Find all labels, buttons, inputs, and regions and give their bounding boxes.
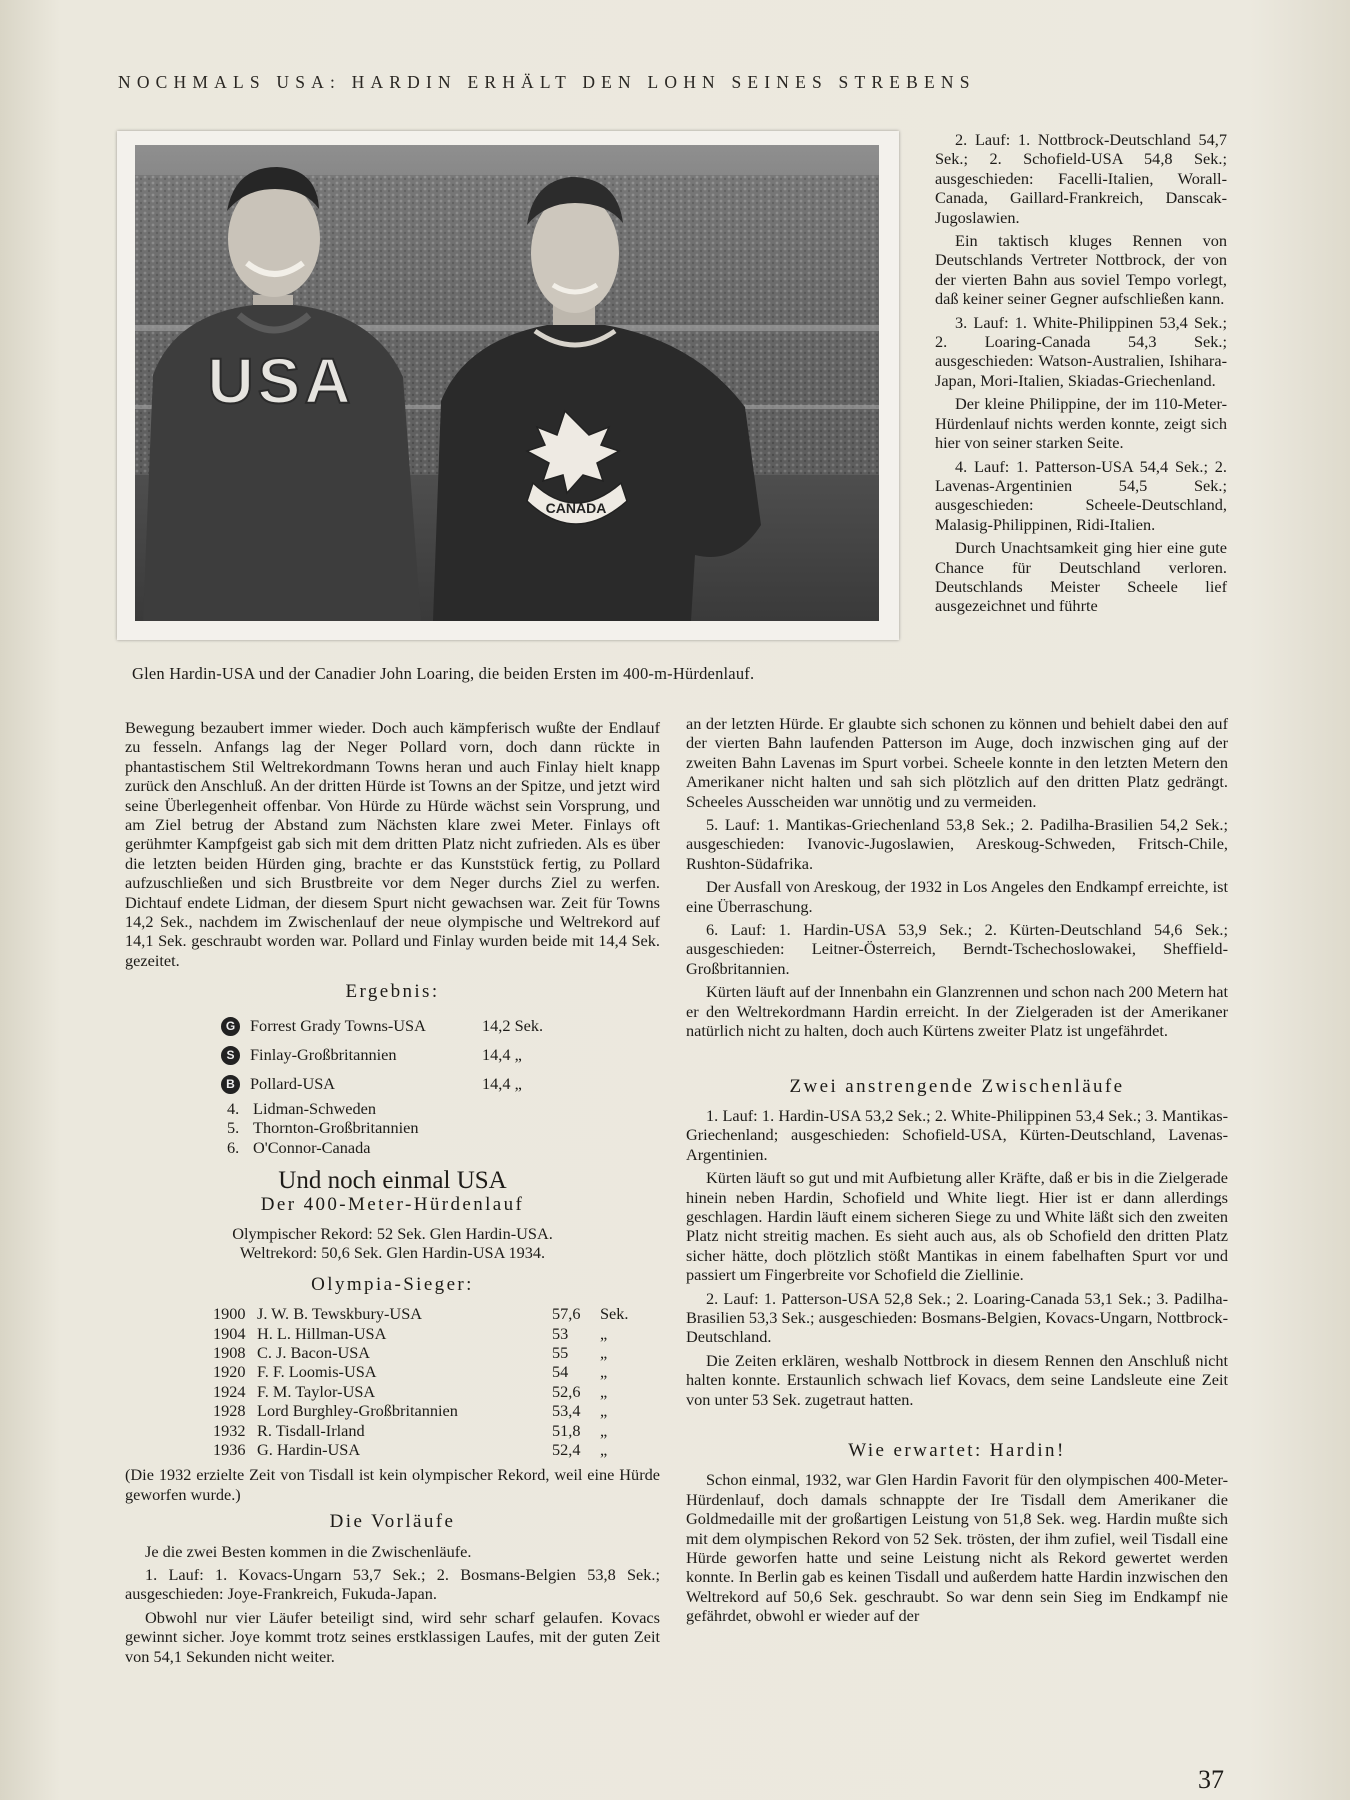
result-name: Finlay-Großbritannien	[250, 1045, 397, 1065]
record-line: Weltrekord: 50,6 Sek. Glen Hardin-USA 1934.	[239, 1243, 546, 1263]
result-name: Lidman-Schweden	[253, 1098, 376, 1118]
result-time: 14,2 Sek.	[482, 1016, 544, 1036]
winner-time: 53,4	[552, 1401, 581, 1421]
winner-year: 1904	[213, 1323, 246, 1343]
winner-year: 1920	[213, 1362, 246, 1382]
result-place: 5.	[227, 1118, 240, 1138]
result-time: 14,4 „	[482, 1045, 522, 1065]
paragraph: 3. Lauf: 1. White-Philippinen 53,4 Sek.; 2. Loaring-Canada 54,3 Sek.; ausgeschieden: Watson-Australien, Ishihara-Japan, Mori-Italien, Skiadas-Griechenland.	[935, 312, 1227, 390]
winner-year: 1900	[213, 1304, 246, 1324]
winner-time: 55	[552, 1343, 569, 1362]
winner-name: C. J. Bacon-USA	[257, 1343, 371, 1362]
result-row	[221, 1041, 660, 1070]
result-row	[227, 1099, 660, 1119]
winner-time: 52,6	[552, 1381, 581, 1401]
result-row	[221, 1012, 660, 1041]
paragraph: Der Ausfall von Areskoug, der 1932 in Los Angeles den Endkampf erreichte, ist eine Überraschung.	[686, 877, 1228, 916]
paragraph: 1. Lauf: 1. Hardin-USA 53,2 Sek.; 2. White-Philippinen 53,4 Sek.; 3. Mantikas-Griechenland; ausgeschieden: Schofield-USA, Kürten-Deutschland, Lavenas-Argentinien.	[686, 1105, 1228, 1164]
canada-jersey-lettering: CANADA	[545, 500, 607, 516]
winner-row	[213, 1401, 660, 1420]
winner-row	[213, 1343, 660, 1362]
page-number: 37	[1198, 1765, 1224, 1794]
winner-row	[213, 1440, 660, 1459]
paragraph: Schon einmal, 1932, war Glen Hardin Favorit für den olympischen 400-Meter-Hürdenlauf, doch damals schnappte der Ire Tisdall dem Amerikaner die Goldmedaille mit der großartigen Leistung von 51,8 Sek. weg. Hardin mußte sich mit dem olympischen Rekord von 52 Sek. trösten, der ihm zufiel, weil Tisdall eine Hürde geworfen hatte und seine Leistung nicht als Rekord gewertet werden konnte. In Berlin gab es keinen Tisdall und außerdem hatte Hardin inzwischen den Weltrekord auf 50,6 Sek. geschraubt. So war denn sein Sieg im Endkampf nie gefährdet, obwohl er wieder auf der	[686, 1470, 1228, 1626]
left-column	[125, 718, 660, 1670]
result-row	[221, 1070, 660, 1099]
result-place: 4.	[227, 1098, 240, 1118]
winner-name: F. F. Loomis-USA	[257, 1362, 377, 1382]
winner-row	[213, 1324, 660, 1343]
winner-row	[213, 1362, 660, 1381]
paragraph: 5. Lauf: 1. Mantikas-Griechenland 53,8 Sek.; 2. Padilha-Brasilien 54,2 Sek.; ausgeschieden: Ivanovic-Jugoslawien, Areskoug-Schweden, Fritsch-Chile, Rushton-Südafrika.	[686, 815, 1228, 873]
winner-unit: Sek.	[600, 1304, 629, 1324]
winner-name: Lord Burghley-Großbritannien	[257, 1401, 458, 1421]
gold-medal-icon: G	[221, 1017, 240, 1036]
section-big-title: Und noch einmal USA	[278, 1167, 507, 1195]
record-line: Olympischer Rekord: 52 Sek. Glen Hardin-USA.	[232, 1224, 553, 1243]
result-row	[227, 1118, 660, 1138]
winner-time: 52,4	[552, 1439, 581, 1459]
winner-year: 1936	[213, 1439, 246, 1459]
winner-time: 57,6	[552, 1304, 581, 1324]
winner-name: R. Tisdall-Irland	[257, 1420, 365, 1440]
result-name: Pollard-USA	[250, 1074, 336, 1094]
winners-note: (Die 1932 erzielte Zeit von Tisdall ist kein olympischer Rekord, weil eine Hürde geworfen wurde.)	[125, 1465, 660, 1504]
winner-name: H. L. Hillman-USA	[257, 1323, 387, 1343]
winner-name: F. M. Taylor-USA	[257, 1381, 376, 1401]
paragraph: Die Zeiten erklären, weshalb Nottbrock in diesem Rennen den Anschluß nicht halten konnte. Erstaunlich schwach lief Kovacs, dem seine Landsleute eine Zeit von unter 53 Sek. zugetraut hatten.	[686, 1350, 1228, 1409]
winner-time: 54	[552, 1362, 569, 1382]
paragraph: 2. Lauf: 1. Patterson-USA 52,8 Sek.; 2. Loaring-Canada 53,1 Sek.; 3. Padilha-Brasilien 53,3 Sek.; ausgeschieden: Bosmans-Belgien, Kovacs-Ungarn, Nottbrock-Deutschland.	[686, 1288, 1228, 1347]
winner-name: G. Hardin-USA	[257, 1439, 361, 1459]
intro-paragraph: Bewegung bezaubert immer wieder. Doch auch kämpferisch wußte der Endlauf zu fesseln. Anfangs lag der Neger Pollard vorn, doch dann rückte in phantastischem Stil Weltrekordmann Towns heran und auch Finlay hielt knapp zurück den Anschluß. An der dritten Hürde ist Towns an der Spitze, und jetzt wird seine Überlegenheit offenbar. Von Hürde zu Hürde wächst sein Vorsprung, und am Ziel betrug der Abstand zum Nächsten klare zwei Meter. Finlays oft gerühmter Kampfgeist gab sich mit dem dritten Platz nicht zufrieden. Als es über die letzten beiden Hürden ging, brachte er das Kunststück fertig, zu Pollard aufzuschließen und sich Brustbreite vor dem Neger durchs Ziel zu werfen. Dichtauf endete Lidman, der diesem Spurt nicht gewachsen war. Zeit für Towns 14,2 Sek., nachdem im Zwischenlauf der neue olympische und Weltrekord auf 14,1 Sek. geschraubt worden war. Pollard und Finlay wurden beide mit 14,4 Sek. gezeitet.	[125, 718, 660, 970]
athletes-photo	[135, 145, 879, 621]
result-place: 6.	[227, 1137, 240, 1157]
winner-row	[213, 1421, 660, 1440]
result-time: 14,4 „	[482, 1074, 522, 1094]
winner-unit: „	[600, 1343, 608, 1362]
winner-unit: „	[600, 1323, 608, 1343]
winner-unit: „	[600, 1362, 608, 1382]
paragraph: Obwohl nur vier Läufer beteiligt sind, wird sehr scharf gelaufen. Kovacs gewinnt sicher. Joye kommt trotz seines erstklassigen Laufes, mit der guten Zeit von 54,1 Sekunden nicht weiter.	[125, 1607, 660, 1666]
photo-mount	[117, 131, 899, 640]
winner-unit: „	[600, 1381, 608, 1401]
paragraph: Durch Unachtsamkeit ging hier eine gute Chance für Deutschland verloren. Deutschlands Meister Scheele lief ausgezeichnet und führte	[935, 538, 1227, 616]
running-header: NOCHMALS USA: HARDIN ERHÄLT DEN LOHN SEINES STREBENS	[118, 72, 976, 92]
paragraph: an der letzten Hürde. Er glaubte sich schonen zu können und behielt dabei den auf der vierten Bahn laufenden Patterson im Auge, doch inzwischen ging auf der zweiten Bahn Lavenas im Spurt vorbei. Scheele konnte in den letzten Metern den Amerikaner nicht halten und sah sich plötzlich auf den dritten Platz gedrängt. Scheeles Ausscheiden war unnötig und zu vermeiden.	[686, 714, 1228, 811]
final-heading: Wie erwartet: Hardin!	[848, 1440, 1066, 1461]
winner-unit: „	[600, 1401, 608, 1421]
bronze-medal-icon: B	[221, 1075, 240, 1094]
result-name: O'Connor-Canada	[253, 1137, 371, 1157]
paragraph: 2. Lauf: 1. Nottbrock-Deutschland 54,7 Sek.; 2. Schofield-USA 54,8 Sek.; ausgeschieden: Facelli-Italien, Worall-Canada, Gaillard-Frankreich, Danscak-Jugoslawien.	[935, 130, 1227, 227]
semis-heading: Zwei anstrengende Zwischenläufe	[789, 1075, 1125, 1097]
usa-jersey-lettering: USA	[207, 345, 355, 417]
middle-column	[686, 714, 1228, 1630]
winner-time: 53	[552, 1323, 569, 1343]
result-row	[227, 1138, 660, 1158]
paragraph: Kürten läuft so gut und mit Aufbietung aller Kräfte, daß er bis in die Zielgerade hinein neben Hardin, Schofield und White liegt. Hier ist er dann allerdings geschlagen. Hardin läuft einem sicheren Siege zu und White läßt sich den zweiten Platz nicht streitig machen. Es sieht auch aus, als ob Schofield den dritten Platz sicher hätte, doch plötzlich stößt Mantikas in einem fabelhaften Spurt vor und passiert um Fingerbreite vor Schofield die Ziellinie.	[686, 1168, 1228, 1285]
result-heading: Ergebnis:	[345, 981, 440, 1003]
winner-time: 51,8	[552, 1420, 581, 1440]
paragraph: 1. Lauf: 1. Kovacs-Ungarn 53,7 Sek.; 2. Bosmans-Belgien 53,8 Sek.; ausgeschieden: Joye-Frankreich, Fukuda-Japan.	[125, 1564, 660, 1604]
winner-year: 1928	[213, 1401, 246, 1421]
winner-year: 1932	[213, 1420, 246, 1440]
paragraph: 4. Lauf: 1. Patterson-USA 54,4 Sek.; 2. Lavenas-Argentinien 54,5 Sek.; ausgeschieden: Scheele-Deutschland, Malasig-Philippinen, Ridi-Italien.	[935, 456, 1227, 534]
winner-unit: „	[600, 1439, 608, 1459]
winner-name: J. W. B. Tewskbury-USA	[257, 1304, 423, 1324]
paragraph: Kürten läuft auf der Innenbahn ein Glanzrennen und schon nach 200 Metern hat er den Weltrekordmann Hardin erreicht. In der Zielgeraden ist der Amerikaner natürlich nicht zu halten, doch auch Kürtens zweiter Platz ist ungefährdet.	[686, 982, 1228, 1041]
paragraph: 6. Lauf: 1. Hardin-USA 53,9 Sek.; 2. Kürten-Deutschland 54,6 Sek.; ausgeschieden: Leitner-Österreich, Berndt-Tschechoslowakei, Sheffield-Großbritannien.	[686, 920, 1228, 978]
event-title: Der 400-Meter-Hürdenlauf	[260, 1193, 525, 1215]
winner-unit: „	[600, 1420, 608, 1440]
paragraph: Je die zwei Besten kommen in die Zwischenläufe.	[145, 1541, 472, 1561]
winner-year: 1908	[213, 1343, 246, 1362]
result-name: Thornton-Großbritannien	[253, 1118, 419, 1138]
paragraph: Ein taktisch kluges Rennen von Deutschlands Vertreter Nottbrock, der von der vierten Bahn aus soviel Tempo vorlegt, daß keiner seiner Gegner aufschließen kann.	[935, 231, 1227, 309]
photo-caption: Glen Hardin-USA und der Canadier John Loaring, die beiden Ersten im 400-m-Hürdenlauf.	[132, 664, 755, 683]
result-name: Forrest Grady Towns-USA	[250, 1016, 426, 1036]
right-column	[935, 130, 1227, 620]
winner-row	[213, 1382, 660, 1401]
winner-year: 1924	[213, 1381, 246, 1401]
heats-heading: Die Vorläufe	[329, 1511, 456, 1533]
winners-heading: Olympia-Sieger:	[311, 1273, 474, 1295]
silver-medal-icon: S	[221, 1046, 240, 1065]
winner-row	[213, 1304, 660, 1323]
paragraph: Der kleine Philippine, der im 110-Meter-Hürdenlauf nichts werden konnte, zeigt sich hier von seiner starken Seite.	[935, 394, 1227, 453]
